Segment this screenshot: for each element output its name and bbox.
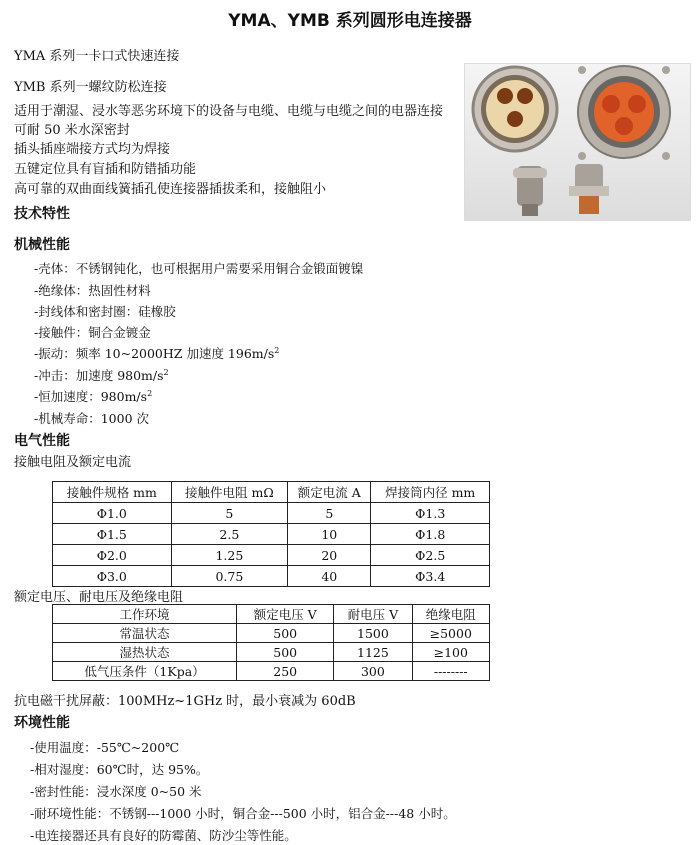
mech-item-insulator: -绝缘体：热固性材料 (34, 283, 151, 298)
contact-resistance-table (52, 481, 490, 587)
table-row (53, 503, 490, 524)
table-cell: 1500 (334, 624, 412, 643)
table-cell: ≥100 (412, 643, 489, 662)
table-cell: Φ3.0 (53, 566, 172, 587)
table-row (53, 566, 490, 587)
table-header-cell: 接触件规格 mm (53, 482, 172, 503)
table-cell: 300 (334, 662, 412, 681)
table-cell: 5 (288, 503, 371, 524)
table-header-row (53, 605, 490, 624)
elec-subtitle: 接触电阻及额定电流 (14, 455, 132, 470)
section-mechanical-performance: 机械性能 (14, 237, 70, 253)
table-cell: Φ1.0 (53, 503, 172, 524)
page-title: YMA、YMB 系列圆形电连接器 (228, 11, 472, 31)
table-cell: 500 (237, 624, 334, 643)
table-row (53, 524, 490, 545)
table-cell: 湿热状态 (53, 643, 237, 662)
table-cell: 1.25 (171, 545, 288, 566)
table-cell: 500 (237, 643, 334, 662)
voltage-insulation-table (52, 604, 490, 681)
table-cell: Φ3.4 (371, 566, 490, 587)
intro-line-keying: 五键定位具有盲插和防错插功能 (14, 162, 197, 177)
mech-item-shock: -冲击：加速度 $980m/s^2$ (34, 367, 169, 383)
table-cell: 2.5 (171, 524, 288, 545)
table-cell: Φ1.5 (53, 524, 172, 545)
env-item-temperature: -使用温度：-55℃~200℃ (30, 740, 180, 755)
emi-shielding-line: 抗电磁干扰屏蔽：100MHz~1GHz 时，最小衰减为 60dB (14, 694, 356, 709)
table-header-cell: 额定电流 A (288, 482, 371, 503)
mech-item-shell: -壳体：不锈钢钝化，也可根据用户需要采用铜合金锻面镀镍 (34, 261, 364, 276)
table-header-row (53, 482, 490, 503)
table-cell: 250 (237, 662, 334, 681)
table-header-cell: 接触件电阻 mΩ (171, 482, 288, 503)
table-header-cell: 额定电压 V (237, 605, 334, 624)
mech-item-contact: -接触件：铜合金镀金 (34, 325, 151, 340)
env-item-durability: -耐环境性能：不锈钢---1000 小时，铜合金---500 小时，铝合金---48 小时。 (30, 806, 456, 821)
connector-product-photo (464, 63, 691, 221)
table-cell: Φ1.8 (371, 524, 490, 545)
env-item-humidity: -相对湿度：60℃时，达 95%。 (30, 762, 209, 777)
intro-line-ymb: YMB 系列一螺纹防松连接 (14, 80, 167, 95)
section-environmental-performance: 环境性能 (14, 715, 70, 731)
table-cell: ≥5000 (412, 624, 489, 643)
table-cell: Φ2.0 (53, 545, 172, 566)
table-header-cell: 绝缘电阻 (412, 605, 489, 624)
intro-line-yma: YMA 系列一卡口式快速连接 (14, 49, 180, 64)
table-cell: 1125 (334, 643, 412, 662)
table-row (53, 545, 490, 566)
intro-line-water-depth: 可耐 50 米水深密封 (14, 123, 130, 138)
table-header-cell: 耐电压 V (334, 605, 412, 624)
table-header-cell: 工作环境 (53, 605, 237, 624)
table-row (53, 624, 490, 643)
mech-item-life: -机械寿命：1000 次 (34, 411, 150, 426)
table2-caption: 额定电压、耐电压及绝缘电阻 (14, 590, 184, 605)
env-item-sealing: -密封性能：浸水深度 0~50 米 (30, 784, 202, 799)
table-cell: -------- (412, 662, 489, 681)
table-cell: 40 (288, 566, 371, 587)
table-row (53, 643, 490, 662)
intro-line-termination: 插头插座端接方式均为焊接 (14, 142, 171, 157)
intro-line-application: 适用于潮湿、浸水等恶劣环境下的设备与电缆、电缆与电缆之间的电器连接 (14, 104, 444, 119)
mech-item-seal: -封线体和密封圈：硅橡胶 (34, 304, 176, 319)
section-technical-features: 技术特性 (14, 206, 70, 222)
table-cell: Φ2.5 (371, 545, 490, 566)
table-cell: Φ1.3 (371, 503, 490, 524)
table-cell: 5 (171, 503, 288, 524)
table-cell: 低气压条件（1Kpa） (53, 662, 237, 681)
table-cell: 常温状态 (53, 624, 237, 643)
mech-item-acceleration: -恒加速度：$980m/s^2$ (34, 388, 153, 404)
table-cell: 0.75 (171, 566, 288, 587)
connector-photo-illustration (465, 64, 690, 220)
table-row (53, 662, 490, 681)
mech-item-vibration: -振动：频率 10~2000HZ 加速度 $196m/s^2$ (34, 345, 280, 361)
table-cell: 20 (288, 545, 371, 566)
section-electrical-performance: 电气性能 (14, 433, 70, 449)
table-header-cell: 焊接筒内径 mm (371, 482, 490, 503)
env-item-mold-dust: -电连接器还具有良好的防霉菌、防沙尘等性能。 (30, 828, 297, 843)
intro-line-hyperboloid: 高可靠的双曲面线簧插孔使连接器插拔柔和，接触阻小 (14, 182, 327, 197)
table-cell: 10 (288, 524, 371, 545)
